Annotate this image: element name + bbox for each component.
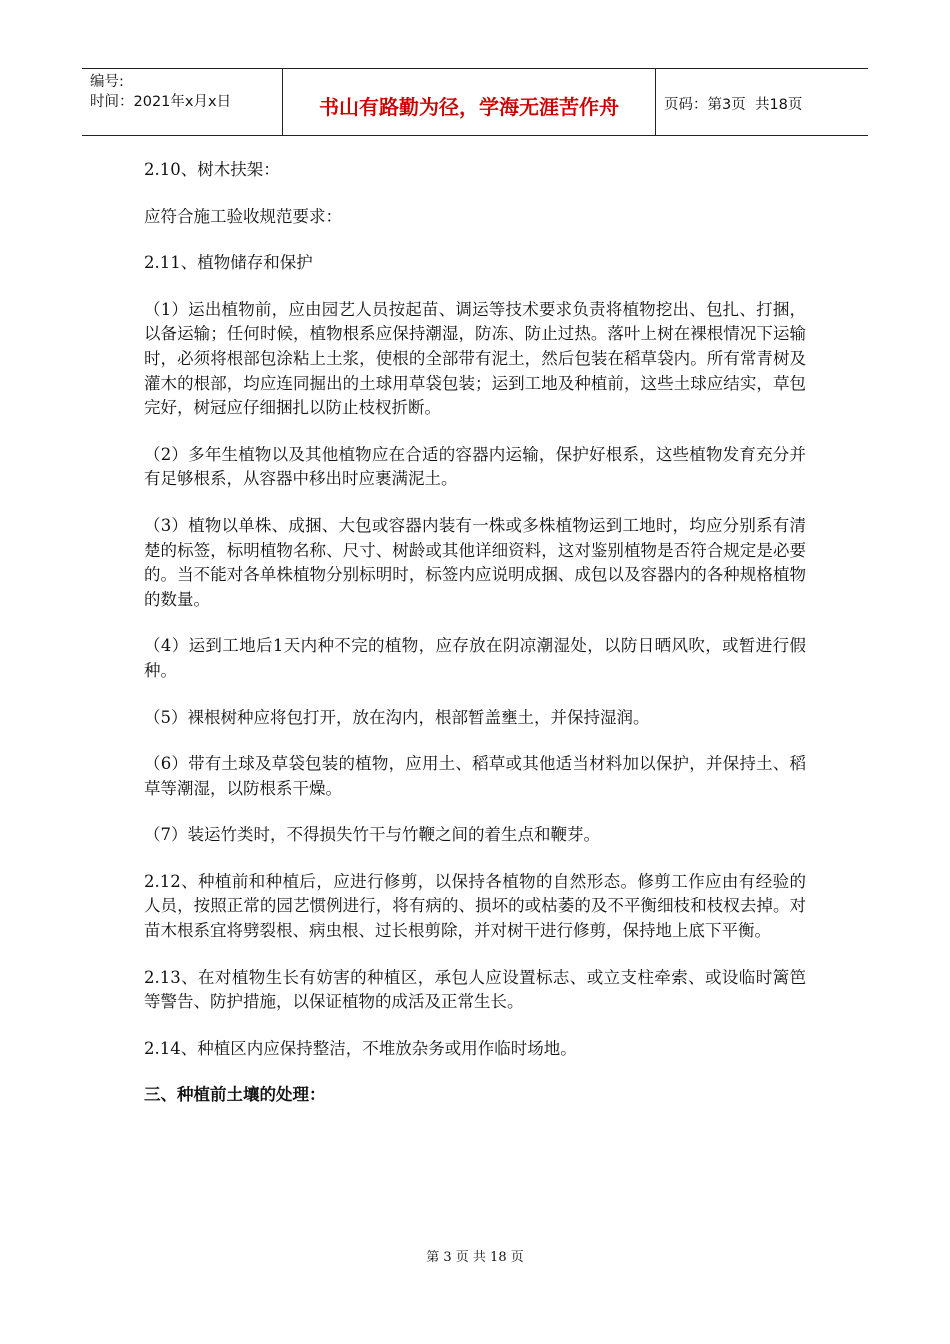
section-heading: 三、种植前土壤的处理： [144,1085,326,1105]
header-page-label: 页码：第3页 共18页 [664,96,803,113]
page-footer [0,1246,950,1265]
paragraph: 应符合施工验收规范要求： [144,206,342,226]
paragraph: 2.10、树木扶架： [144,160,280,179]
paragraph: 2.13、在对植物生长有妨害的种植区，承包人应设置标志、或立支柱牵索、或设临时篱笆等警告、防护措施，以保证植物的成活及正常生长。 [144,967,806,1012]
paragraph: 2.11、植物储存和保护 [144,253,313,273]
document-body [144,158,806,1130]
paragraph: 2.14、种植区内应保持整洁，不堆放杂务或用作临时场地。 [144,1038,577,1058]
header-page-info [656,69,868,135]
header-meta [82,69,283,135]
paragraph: （7）装运竹类时，不得损失竹干与竹鞭之间的着生点和鞭芽。 [144,825,600,845]
paragraph: （4）运到工地后1天内种不完的植物，应存放在阴凉潮湿处，以防日晒风吹，或暂进行假种。 [144,636,806,680]
header-motto: 书山有路勤为径，学海无涯苦作舟 [283,69,656,135]
footer-page-number: 第 3 页 共 18 页 [426,1250,524,1265]
paragraph: （1）运出植物前，应由园艺人员按起苗、调运等技术要求负责将植物挖出、包扎、打捆，以备运输；任何时候，植物根系应保持潮湿，防冻、防止过热。落叶上树在裸根情况下运输时，必须将根部包涂粘上土浆，使根的全部带有泥土，然后包装在稻草袋内。所有常青树及灌木的根部，均应连同掘出的土球用草袋包装；运到工地及种植前，这些土球应结实，草包完好，树冠应仔细捆扎以防止枝杈折断。 [144,299,806,418]
page-header [82,68,868,136]
document-date: 时间：2021年x月x日 [90,94,232,110]
paragraph: （5）裸根树种应将包打开，放在沟内，根部暂盖壅土，并保持湿润。 [144,707,650,727]
paragraph: （2）多年生植物以及其他植物应在合适的容器内运输，保护好根系，这些植物发育充分并有足够根系，从容器中移出时应裹满泥土。 [144,444,806,489]
document-number-label: 编号: [90,74,124,90]
paragraph: （3）植物以单株、成捆、大包或容器内装有一株或多株植物运到工地时，均应分别系有清楚的标签，标明植物名称、尺寸、树龄或其他详细资料，这对鉴别植物是否符合规定是必要的。当不能对各单株植物分别标明时，标签内应说明成捆、成包以及容器内的各种规格植物的数量。 [144,515,806,609]
paragraph: 2.12、种植前和种植后，应进行修剪，以保持各植物的自然形态。修剪工作应由有经验的人员，按照正常的园艺惯例进行，将有病的、损坏的或枯萎的及不平衡细枝和枝杈去掉。对苗木根系宜将劈裂根、病虫根、过长根剪除，并对树干进行修剪，保持地上底下平衡。 [144,871,806,941]
paragraph: （6）带有土球及草袋包装的植物，应用土、稻草或其他适当材料加以保护，并保持土、稻草等潮湿，以防根系干燥。 [144,754,806,798]
